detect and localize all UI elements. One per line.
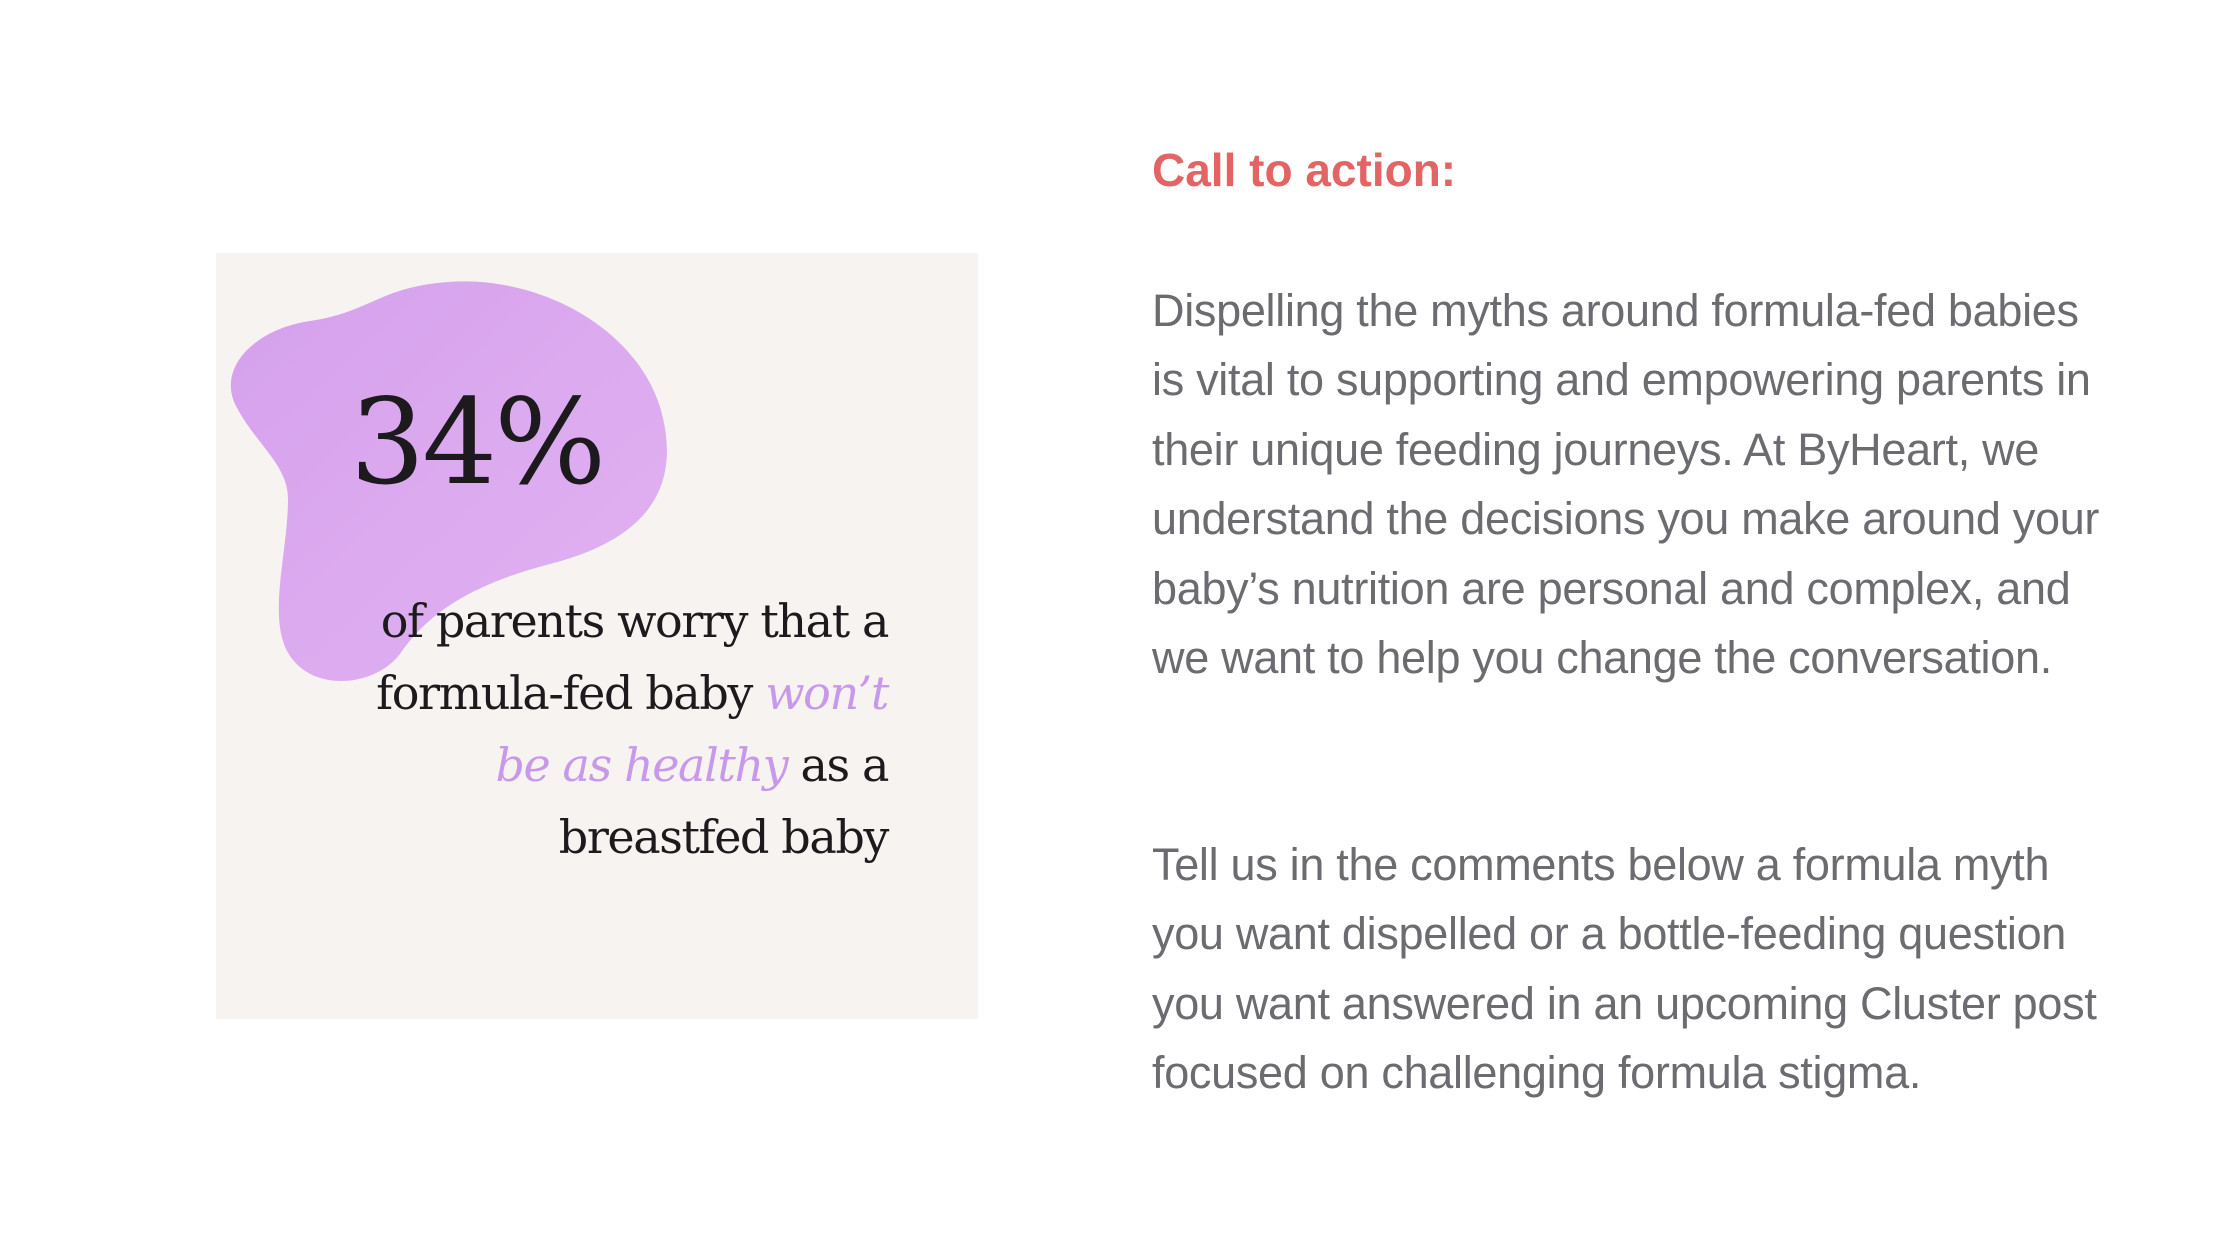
cta-heading: Call to action: — [1152, 144, 1457, 196]
stat-text-highlight: won’t be as healthy — [495, 666, 888, 792]
stat-text-after: as a breastfed baby — [558, 738, 888, 864]
stat-card — [216, 253, 978, 1019]
cta-paragraph-1: Dispelling the myths around formula-fed babies is vital to supporting and empowering parents in their unique feeding journeys. At ByHeart, we understand the decisions you make around your baby’s nutrition are personal and complex, and we want to help you change the conversation. — [1152, 285, 2100, 684]
stat-description — [328, 585, 888, 873]
cta-paragraph-2: Tell us in the comments below a formula myth you want dispelled or a bottle-feeding question you want answered in an upcoming Cluster post focused on challenging formula stigma. — [1152, 839, 2097, 1099]
stat-text-before: of parents worry that a formula-fed baby — [376, 594, 888, 720]
stat-percentage: 34% — [350, 373, 604, 511]
